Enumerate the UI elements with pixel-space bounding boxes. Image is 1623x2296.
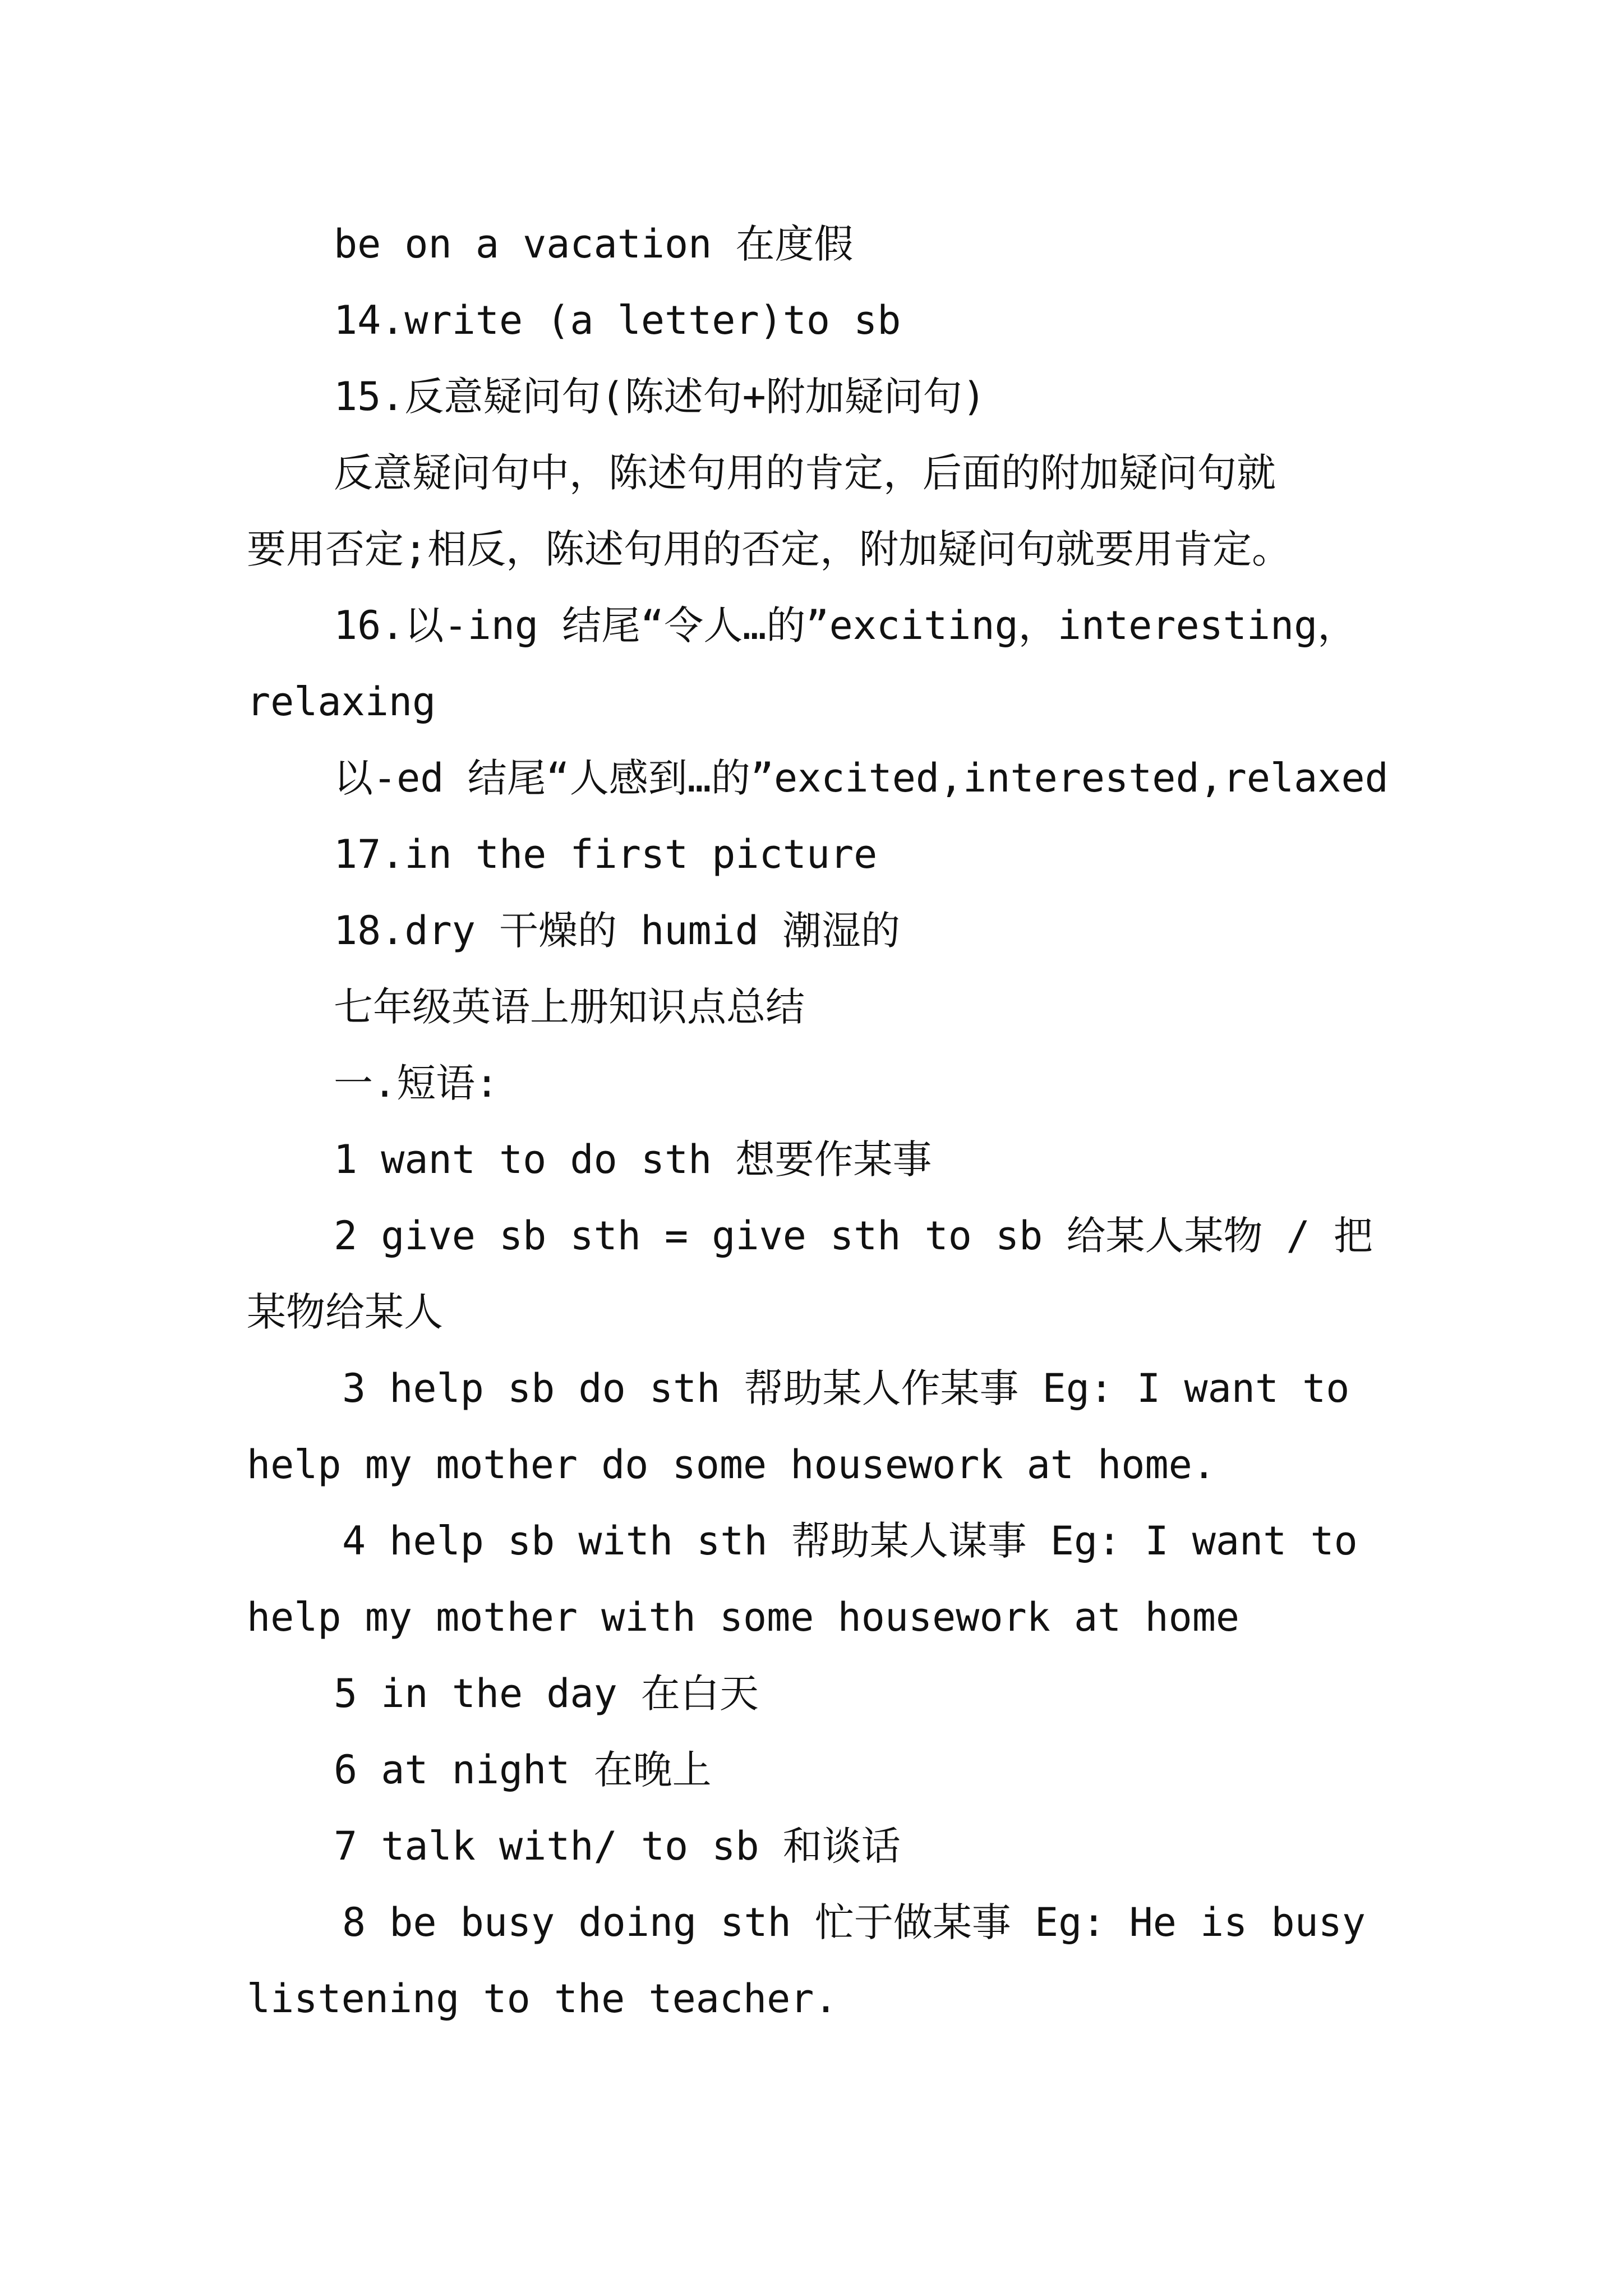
text-line: relaxing (247, 679, 436, 725)
text-line: listening to the teacher. (247, 1976, 838, 2022)
text-line: 18.dry 干燥的 humid 潮湿的 (334, 908, 901, 954)
subsection-heading: 一.短语: (334, 1060, 499, 1106)
text-line: 以-ed 结尾“人感到…的”excited,interested,relaxed (334, 755, 1389, 801)
text-line: 某物给某人 (247, 1289, 443, 1335)
section-heading: 七年级英语上册知识点总结 (334, 984, 805, 1030)
text-line: 7 talk with/ to sb 和谈话 (334, 1823, 901, 1869)
text-line: help my mother do some housework at home. (247, 1442, 1216, 1488)
text-line: 5 in the day 在白天 (334, 1671, 759, 1717)
text-line: help my mother with some housework at home (247, 1594, 1240, 1640)
text-line: 2 give sb sth = give sth to sb 给某人某物 / 把 (334, 1213, 1373, 1259)
text-line: be on a vacation 在度假 (334, 221, 854, 267)
text-line: 8 be busy doing sth 忙于做某事 Eg: He is busy (342, 1899, 1366, 1945)
text-line: 反意疑问句中，陈述句用的肯定，后面的附加疑问句就 (334, 450, 1276, 496)
text-line: 14.write (a letter)to sb (334, 297, 901, 343)
text-line: 16.以-ing 结尾“令人…的”exciting，interesting， (334, 602, 1357, 648)
text-line: 6 at night 在晚上 (334, 1747, 712, 1793)
text-line: 4 help sb with sth 帮助某人谋事 Eg: I want to (342, 1518, 1358, 1564)
text-line: 1 want to do sth 想要作某事 (334, 1137, 932, 1182)
text-line: 要用否定;相反，陈述句用的否定，附加疑问句就要用肯定。 (247, 526, 1292, 572)
text-line: 15.反意疑问句(陈述句+附加疑问句) (334, 374, 986, 420)
text-line: 3 help sb do sth 帮助某人作某事 Eg: I want to (342, 1365, 1350, 1411)
text-line: 17.in the first picture (334, 831, 878, 877)
